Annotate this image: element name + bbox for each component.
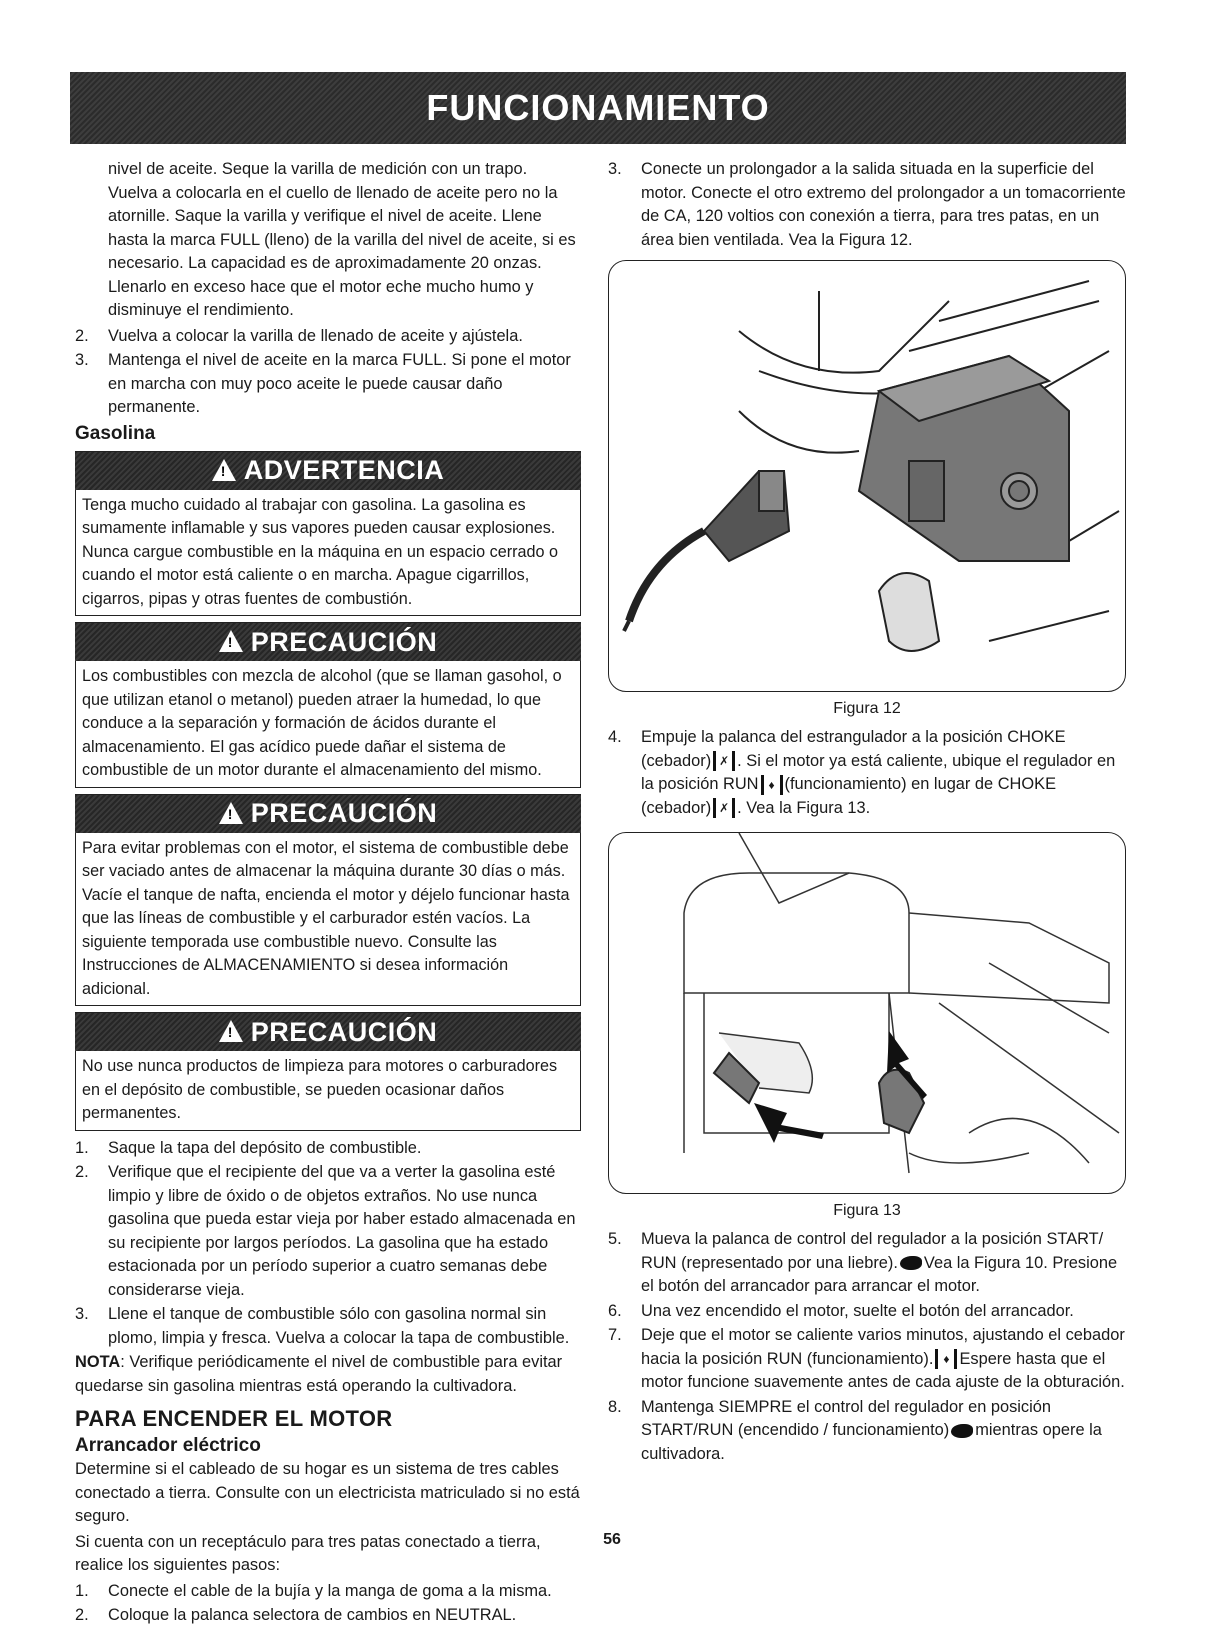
list-item: 2. Verifique que el recipiente del que va a verter la gasolina esté limpio y libre de óxido o de objetos extraños. No use nunca gasolina que pueda estar vieja por haber estado almacenada en su recipiente por largos períodos. La gasolina que ha estado estacionada por un período superior a cuatro semanas debe considerarse vieja. (75, 1163, 576, 1299)
choke-icon: ✗ (713, 751, 735, 771)
choke-icon: ✗ (713, 798, 735, 818)
page-number: 56 (603, 1531, 621, 1548)
warning-text: Tenga mucho cuidado al trabajar con gasolina. La gasolina es sumamente inflamable y sus vapores pueden causar explosiones. Nunca cargue combustible en la máquina en un espacio cerrado o cuando el motor está caliente o en marcha. Apague cigarrillos, cigarros, pipas y otras fuentes de combustión. (82, 495, 559, 608)
left-column (75, 158, 581, 1629)
warning-triangle-icon (219, 802, 243, 824)
start-steps-list (608, 726, 1126, 820)
warning-triangle-icon (212, 459, 236, 481)
list-item: 8. Mantenga SIEMPRE el control del regulador en posición START/RUN (encendido / funcionamiento) mientras opere la cultivadora. (608, 1397, 1102, 1463)
oil-intro-text: nivel de aceite. Seque la varilla de medición con un trapo. Vuelva a colocarla en el cuello de llenado de aceite pero no la atornille. Saque la varilla y verifique el nivel de aceite. Llene hasta la marca FULL (lleno) de la varilla del nivel de aceite, si es necesario. La capacidad es de aproximadamente 20 onzas. Llenarlo en exceso hace que el motor eche mucho humo y disminuye el rendimiento. (108, 160, 576, 319)
list-item: 3. Mantenga el nivel de aceite en la marca FULL. Si pone el motor en marcha con muy poco aceite le puede causar daño permanente. (75, 351, 571, 416)
caution-box (75, 1012, 581, 1131)
caution-box (75, 794, 581, 1007)
electric-paragraph: Determine si el cableado de su hogar es un sistema de tres cables conectado a tierra. Consulte con un electricista matriculado si no está seguro. (75, 1460, 580, 1525)
list-item: 1. Conecte el cable de la bujía y la manga de goma a la misma. (75, 1581, 552, 1600)
start-steps-list (608, 158, 1126, 252)
warning-banner: ! ADVERTENCIA (75, 452, 581, 490)
warning-box (75, 451, 581, 617)
figure-13-caption: Figura 13 (833, 1202, 901, 1219)
start-steps-list (608, 1228, 1126, 1466)
list-item: 3. Conecte un prolongador a la salida situada en la superficie del motor. Conecte el otro extremo del prolongador a un tomacorriente de CA, 120 voltios con conexión a tierra, para tres patas, en un área bien ventilada. Vea la Figura 12. (608, 160, 1126, 249)
figure-13 (608, 832, 1126, 1194)
fuel-steps-list (75, 1137, 581, 1351)
page-header (70, 72, 1126, 144)
caution-text: No use nunca productos de limpieza para motores o carburadores en el depósito de combustible, se pueden ocasionar daños permanentes. (82, 1057, 558, 1122)
electric-steps-list (75, 1580, 581, 1628)
list-item: 4. Empuje la palanca del estrangulador a la posición CHOKE (cebador) ✗ . Si el motor ya está caliente, ubique el regulador en la posición RUN ♦ (funcionamiento) en lugar de CHOKE (cebador) ✗ . Vea la Figura 13. (608, 728, 1116, 817)
figure-12 (608, 260, 1126, 692)
electric-paragraph: Si cuenta con un receptáculo para tres patas conectado a tierra, realice los siguientes pasos: (75, 1532, 541, 1574)
run-icon: ♦ (761, 775, 783, 795)
rabbit-icon (951, 1424, 973, 1438)
gasoline-heading: Gasolina (75, 422, 156, 444)
caution-box (75, 622, 581, 788)
list-item: 2. Coloque la palanca selectora de cambios en NEUTRAL. (75, 1606, 517, 1624)
caution-banner: ! PRECAUCIÓN (75, 623, 581, 661)
electric-starter-heading: Arrancador eléctrico (75, 1435, 261, 1456)
list-item: 3. Llene el tanque de combustible sólo con gasolina normal sin plomo, limpia y fresca. Vuelva a colocar la tapa de combustible. (75, 1305, 570, 1347)
engine-choke-lever-illustration (609, 833, 1126, 1193)
run-icon: ♦ (935, 1349, 957, 1369)
caution-banner: ! PRECAUCIÓN (75, 795, 581, 833)
figure-12-caption: Figura 12 (833, 700, 901, 717)
caution-text: Los combustibles con mezcla de alcohol (que se llaman gasohol, o que utilizan etanol o metanol) pueden atraer la humedad, lo que conduce a la separación y formación de ácidos durante el almacenamiento. El gas acídico puede dañar el sistema de combustible de un motor durante el almacenamiento del mismo. (82, 667, 562, 779)
extension-cord-outlet-illustration (609, 261, 1126, 691)
warning-triangle-icon (219, 1020, 243, 1042)
start-engine-heading: PARA ENCENDER EL MOTOR (75, 1406, 393, 1431)
list-item: 1. Saque la tapa del depósito de combustible. (75, 1138, 422, 1157)
right-column (608, 158, 1126, 1467)
oil-steps-list (75, 325, 581, 420)
caution-banner: ! PRECAUCIÓN (75, 1013, 581, 1051)
page-title: FUNCIONAMIENTO (426, 87, 770, 128)
note-text: NOTA: Verifique periódicamente el nivel de combustible para evitar quedarse sin gasolina mientras está operando la cultivadora. (75, 1353, 563, 1395)
list-item: 6. Una vez encendido el motor, suelte el botón del arrancador. (608, 1301, 1074, 1320)
caution-text: Para evitar problemas con el motor, el sistema de combustible debe ser vaciado antes de almacenar la máquina durante 30 días o más. Vacíe el tanque de nafta, encienda el motor y déjelo funcionar hasta que las líneas de combustible y el carburador estén vacíos. La siguiente temporada use combustible nuevo. Consulte las Instrucciones de ALMACENAMIENTO si desea información adicional. (82, 838, 570, 998)
list-item: 5. Mueva la palanca de control del regulador a la posición START/ RUN (representado por una liebre). Vea la Figura 10. Presione el botón del arrancador para arrancar el motor. (608, 1230, 1118, 1295)
warning-triangle-icon (219, 630, 243, 652)
list-item: 7. Deje que el motor se caliente varios minutos, ajustando el cebador hacia la posición RUN (funcionamiento). ♦ Espere hasta que el motor funcione suavemente antes de cada ajuste de la obturación. (608, 1326, 1125, 1391)
list-item: 2. Vuelva a colocar la varilla de llenado de aceite y ajústela. (75, 326, 523, 345)
rabbit-icon (900, 1256, 922, 1270)
